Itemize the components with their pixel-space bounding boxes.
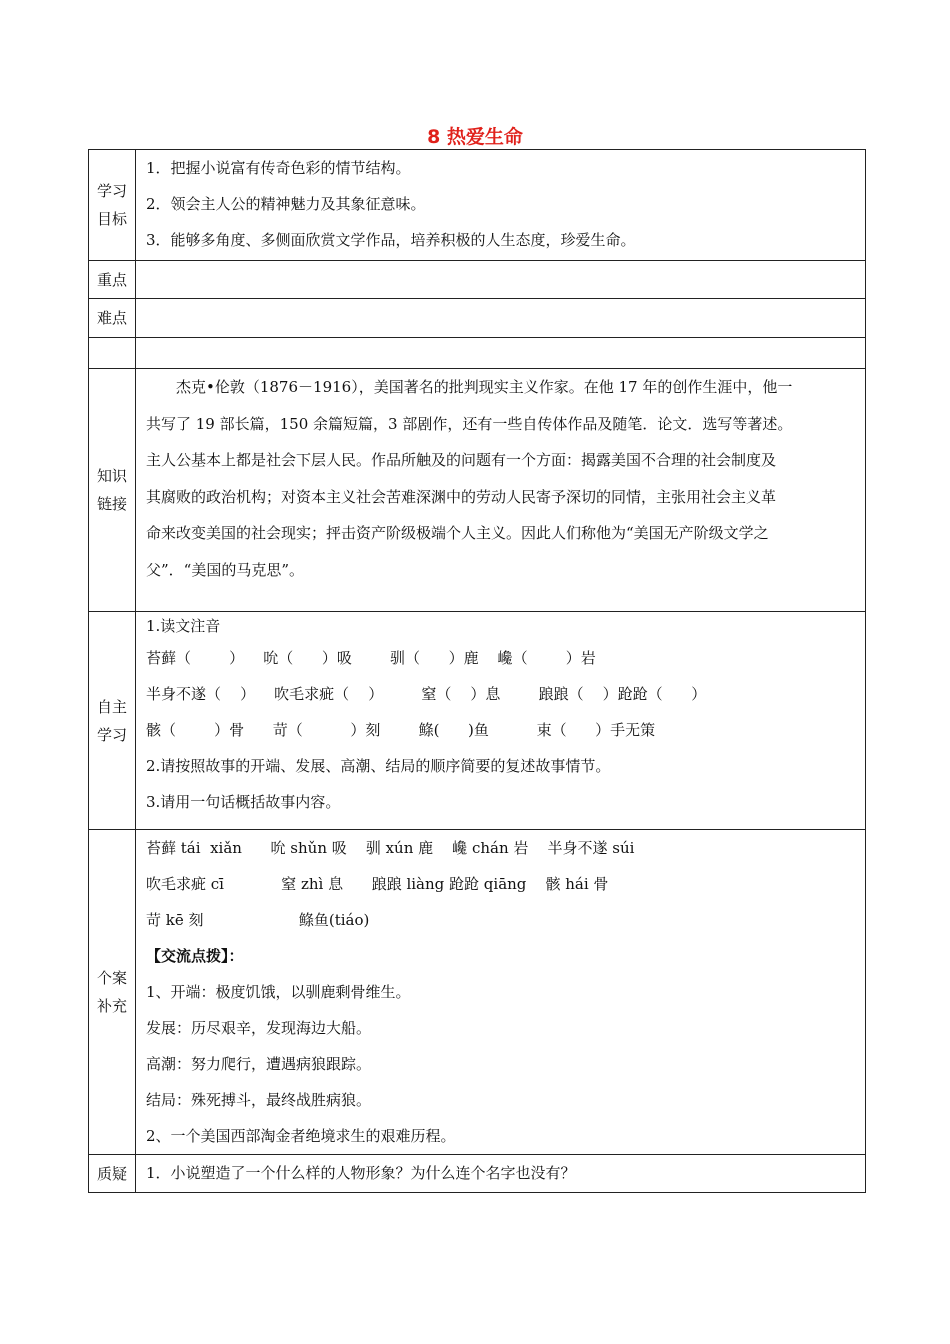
label-line: 学习 — [96, 182, 127, 200]
case-supplement-content — [136, 830, 866, 1155]
question-item: 1．小说塑造了一个什么样的人物形象？为什么连个名字也没有？ — [146, 1164, 576, 1182]
document-title: 8 热爱生命 — [427, 126, 523, 148]
discussion-heading: 【交流点拨】： — [146, 947, 244, 965]
pinyin-answer-line: 苔藓 tái xiǎn 吮 shǔn 吸 驯 xún 鹿 巉 chán 岩 半身不遂 súi — [146, 839, 635, 857]
learning-goals-content — [136, 150, 866, 261]
label-line: 链接 — [96, 495, 127, 513]
row-key-points — [89, 261, 866, 299]
task-heading: 1.读文注音 — [146, 617, 221, 635]
paragraph-line: 父”．“美国的马克思”。 — [146, 560, 305, 579]
label-line: 个案 — [96, 969, 127, 987]
task-item: 2.请按照故事的开端、发展、高潮、结局的顺序简要的复述故事情节。 — [146, 757, 611, 775]
answer-line: 发展：历尽艰辛，发现海边大船。 — [146, 1019, 372, 1037]
row-blank — [89, 338, 866, 369]
label-line: 学习 — [96, 725, 127, 744]
row-self-study — [89, 612, 866, 830]
paragraph-line: 命来改变美国的社会现实；抨击资产阶级极端个人主义。因此人们称他为“美国无产阶级文学之 — [146, 524, 769, 542]
pinyin-exercise-line: 骸（ ）骨 苛（ ）刻 鲦( )鱼 束（ ）手无策 — [146, 721, 656, 739]
label-learning-goals — [89, 150, 136, 261]
label-knowledge-link — [89, 369, 136, 612]
knowledge-link-content — [136, 369, 866, 612]
paragraph-line: 杰克•伦敦（1876－1916），美国著名的批判现实主义作家。在他 17 年的创作生涯中，他一 — [176, 378, 793, 396]
row-knowledge-link — [89, 369, 866, 612]
blank-content — [136, 338, 866, 369]
pinyin-answer-line: 吹毛求疵 cī 窒 zhì 息 踉踉 liàng 跄跄 qiāng 骸 hái 骨 — [146, 875, 609, 893]
row-learning-goals — [89, 150, 866, 261]
task-item: 3.请用一句话概括故事内容。 — [146, 793, 341, 811]
label-line: 补充 — [96, 997, 127, 1015]
key-points-content — [136, 261, 866, 299]
label-blank — [89, 338, 136, 369]
questions-content — [136, 1155, 866, 1193]
row-case-supplement — [89, 830, 866, 1155]
label-line: 自主 — [96, 697, 127, 716]
row-difficult-points — [89, 299, 866, 338]
label-line: 目标 — [96, 210, 127, 228]
pinyin-exercise-line: 半身不遂（ ） 吹毛求疵（ ） 窒（ ）息 踉踉（ ）跄跄（ ） — [146, 685, 707, 703]
pinyin-answer-line: 苛 kē 刻 鲦鱼(tiáo) — [146, 911, 370, 929]
pinyin-exercise-line: 苔藓（ ） 吮（ ）吸 驯（ ）鹿 巉（ ）岩 — [146, 649, 596, 667]
goal-item: 1．把握小说富有传奇色彩的情节结构。 — [146, 159, 411, 177]
label-questions: 质疑 — [89, 1155, 136, 1193]
difficult-points-content — [136, 299, 866, 338]
paragraph-line: 主人公基本上都是社会下层人民。作品所触及的问题有一个方面：揭露美国不合理的社会制度及 — [146, 451, 777, 469]
label-self-study — [89, 612, 136, 830]
answer-line: 高潮：努力爬行，遭遇病狼跟踪。 — [146, 1055, 372, 1073]
label-key-points: 重点 — [89, 261, 136, 299]
answer-line: 结局：殊死搏斗，最终战胜病狼。 — [146, 1091, 372, 1109]
label-case-supplement — [89, 830, 136, 1155]
paragraph-line: 共写了 19 部长篇，150 余篇短篇，3 部剧作，还有一些自传体作品及随笔．论文．选写等著述。 — [146, 414, 793, 433]
label-difficult-points: 难点 — [89, 299, 136, 338]
answer-line: 1、开端：极度饥饿，以驯鹿剩骨维生。 — [146, 983, 411, 1001]
goal-item: 3．能够多角度、多侧面欣赏文学作品，培养积极的人生态度，珍爱生命。 — [146, 231, 636, 249]
goal-item: 2．领会主人公的精神魅力及其象征意味。 — [146, 195, 426, 213]
label-line: 知识 — [96, 467, 127, 485]
answer-line: 2、一个美国西部淘金者绝境求生的艰难历程。 — [146, 1127, 456, 1145]
self-study-content — [136, 612, 866, 830]
study-guide-table — [88, 149, 866, 1193]
row-questions — [89, 1155, 866, 1193]
paragraph-line: 其腐败的政治机构；对资本主义社会苦难深渊中的劳动人民寄予深切的同情，主张用社会主义革 — [146, 487, 777, 506]
